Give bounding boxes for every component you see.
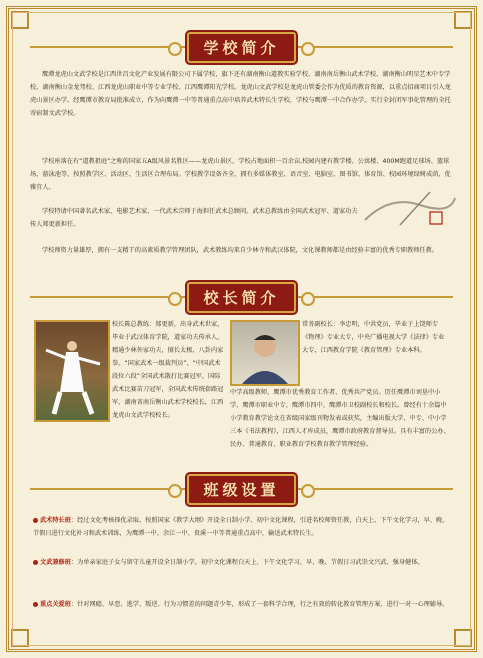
school-intro-title: 学校简介 <box>187 32 295 63</box>
class-item <box>33 514 453 540</box>
scroll-ornament <box>301 292 315 306</box>
scroll-ornament <box>168 292 182 306</box>
school-intro-para-2: 学校座落在有“道教祖庭”之称的国家五A级风景名胜区——龙虎山景区，学校占地面积一百余亩,校园内建有教学楼、公寓楼、400M跑道足球场、篮球场、游泳池等，按照教学区、活动区、生活区合理布局。学校教学设备齐全，拥有多媒体教室、语音室、电脑室、图书馆、体育馆、校园环境绿树成荫，优雅宜人。 <box>30 158 451 191</box>
school-intro-banner <box>0 34 483 60</box>
principal-photo <box>34 320 110 422</box>
scroll-ornament <box>301 484 315 498</box>
bullet-icon <box>33 560 38 565</box>
vice-principal-experience: 中学高级教师，鹰潭市优秀教育工作者，优秀共产党员。历任鹰潭市刘垦中小学、鹰潭市职业中专、鹰潭市四中、鹰潭市卫校副校长和校长。曾经有十余篇中小学教育教学论文在省级国家级刊物发表或获奖，主编出版大学、中专、中小学三本《书法教程》，江西人才库成员，鹰潭市政府教育督导员。具有丰富的公办、民办、普通教育、职业教育学校教育教学管理经验。 <box>230 389 450 448</box>
scroll-ornament <box>168 484 182 498</box>
school-intro-para-1: 鹰潭龙虎山文武学校是江西世昌文化产业发展有限公司下属学校，旗下还有湖南衡山道教实验学校、湖南南岳衡山武术学校、湖南衡山明星艺术中专学校、湖南衡山金龙驾校、江西龙虎山职业中等专业学校、江西鹰潭阳光学校。龙虎山文武学校是龙虎山管委会作为优质的教育资源，以重点招商项目引入龙虎山景区办学。经鹰潭市教育局批准成立，作为向鹰潭一中等普通重点高中培养武术特长生学校，学校与鹰潭一中合作办学，实行全封闭军事化管理的全托寄宿制文武学校。 <box>30 71 451 117</box>
school-intro-para-3: 学校特请中国著名武术家、电影艺术家、一代武术宗师于海担任武术总顾问。武术总教练由全国武术冠军、道家功夫传人郑更新担任。 <box>30 208 358 228</box>
bullet-icon <box>33 602 38 607</box>
class-description: ：针对网瘾、早恋、逃学、叛逆、行为习惯差的问题青少年，形成了一套科学合理，行之有效的转化教育管理方案，进行一对一心理辅导。 <box>70 601 449 608</box>
class-label: 武术特长班 <box>40 517 71 524</box>
principal-title: 校长简介 <box>187 282 295 313</box>
school-intro-para-4: 学校师资力量雄厚，拥有一支精干的高素质教学管理团队，武术教练均来自少林寺和武汉体院，文化课教师都是由经验丰富的优秀专职教师任教。 <box>42 247 438 254</box>
class-title: 班级设置 <box>187 474 295 505</box>
class-label: 文武兼修班 <box>40 559 71 566</box>
vice-principal-photo <box>230 320 300 386</box>
class-item <box>33 556 453 569</box>
scroll-ornament <box>301 42 315 56</box>
vice-principal-bio: 常务副校长：李忠明，中共党员，毕业于上饶师专《物理》专业大专，中央广播电视大学《法律》专业大专，江西教育学院《教育管理》专业本科。 <box>302 321 445 354</box>
class-description: ：经过文化考核择优录取。按照国家《教学大纲》开设全日制小学、初中文化课程，引进名校师资任教，白天上、下午文化学习，早、晚、节假日进行文化补习和武术训练，为鹰潭一中、余江一中、贵溪一中等普通重点高中，输送武术特长生。 <box>33 517 449 537</box>
class-item <box>33 598 453 611</box>
class-banner <box>0 476 483 502</box>
calligraphy-decoration <box>360 190 460 230</box>
bullet-icon <box>33 518 38 523</box>
class-label: 重点关爱班 <box>40 601 71 608</box>
class-description: ：为单亲家庭子女与留守儿童开设全日制小学、初中文化课程白天上、下午文化学习，早、晚、节假日习武崇文兴武、强身健体。 <box>70 559 424 566</box>
scroll-ornament <box>168 42 182 56</box>
principal-bio: 校长陈总教练：郑更新，出身武术世家，毕业于武汉体育学院，道家功夫传承人，精通少林外家功夫，擅长太极、八卦内家拳。“国家武术一级裁判员”、“中国武术段位六段”全国武术散打比赛冠军，国际武术比赛苗刀冠军，全国武术传统套路冠军，湖南省南岳衡山武术学校校长，江西龙虎山文武学校校长。 <box>112 321 224 419</box>
principal-banner <box>0 284 483 310</box>
